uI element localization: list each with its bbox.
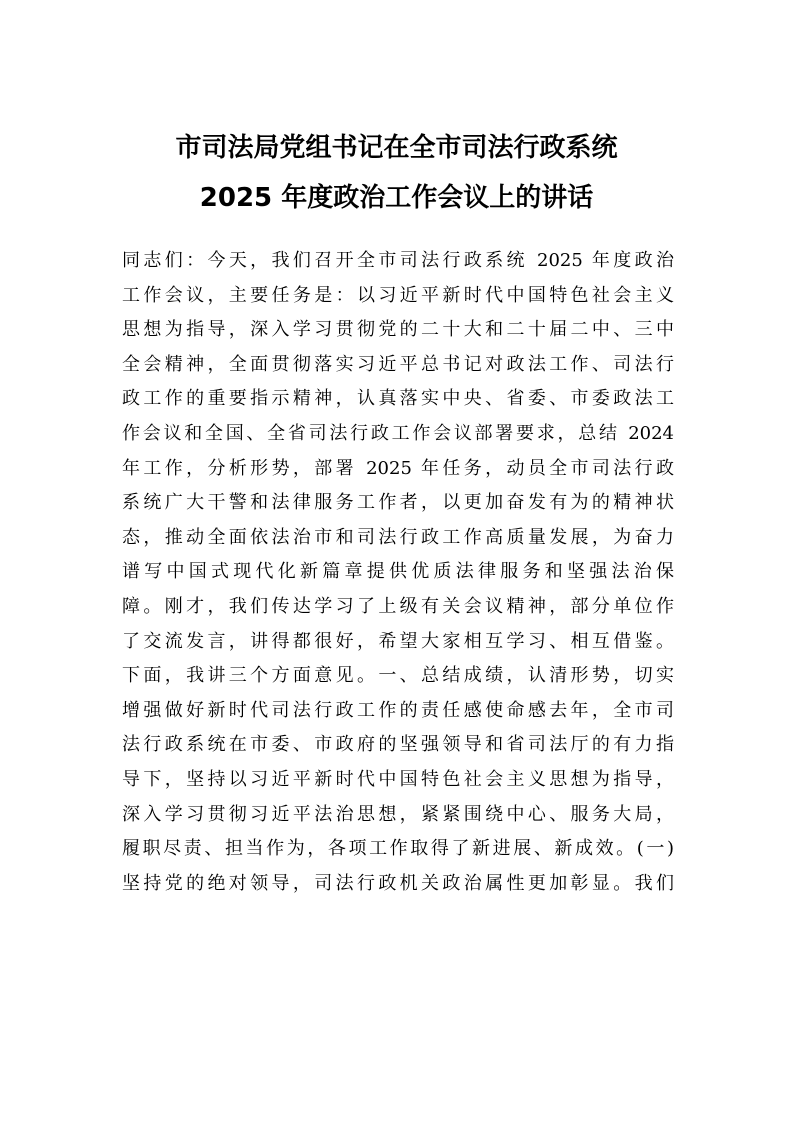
- body-line: 系统广大干警和法律服务工作者，以更加奋发有为的精神状: [122, 492, 674, 514]
- document-title-line-1: 市司法局党组书记在全市司法行政系统: [175, 133, 618, 163]
- body-line: 政工作的重要指示精神，认真落实中央、省委、市委政法工: [122, 388, 674, 410]
- body-line: 深入学习贯彻习近平法治思想，紧紧围绕中心、服务大局，: [122, 803, 674, 825]
- body-line: 履职尽责、担当作为，各项工作取得了新进展、新成效。(一): [122, 838, 674, 860]
- body-line: 同志们：今天，我们召开全市司法行政系统 2025 年度政治: [122, 250, 674, 271]
- body-line: 思想为指导，深入学习贯彻党的二十大和二十届二中、三中: [122, 319, 674, 341]
- body-line: 导下，坚持以习近平新时代中国特色社会主义思想为指导，: [122, 768, 674, 790]
- body-line: 法行政系统在市委、市政府的坚强领导和省司法厅的有力指: [122, 734, 674, 756]
- body-line: 年工作，分析形势，部署 2025 年任务，动员全市司法行政: [122, 457, 674, 479]
- body-line: 作会议和全国、全省司法行政工作会议部署要求，总结 2024: [122, 422, 674, 444]
- body-line: 坚持党的绝对领导，司法行政机关政治属性更加彰显。我们: [122, 872, 674, 894]
- body-line: 了交流发言，讲得都很好，希望大家相互学习、相互借鉴。: [122, 630, 674, 652]
- document-title-line-2: 2025 年度政治工作会议上的讲话: [199, 183, 594, 213]
- document-body: [122, 244, 674, 901]
- body-line: 谱写中国式现代化新篇章提供优质法律服务和坚强法治保: [122, 561, 674, 583]
- body-line: 障。刚才，我们传达学习了上级有关会议精神，部分单位作: [122, 595, 674, 617]
- body-line: 全会精神，全面贯彻落实习近平总书记对政法工作、司法行: [122, 353, 674, 375]
- body-line: 增强做好新时代司法行政工作的责任感使命感去年，全市司: [122, 699, 674, 721]
- body-line: 下面，我讲三个方面意见。一、总结成绩，认清形势，切实: [122, 665, 674, 687]
- body-line: 工作会议，主要任务是：以习近平新时代中国特色社会主义: [122, 284, 674, 306]
- body-line: 态，推动全面依法治市和司法行政工作高质量发展，为奋力: [122, 526, 674, 548]
